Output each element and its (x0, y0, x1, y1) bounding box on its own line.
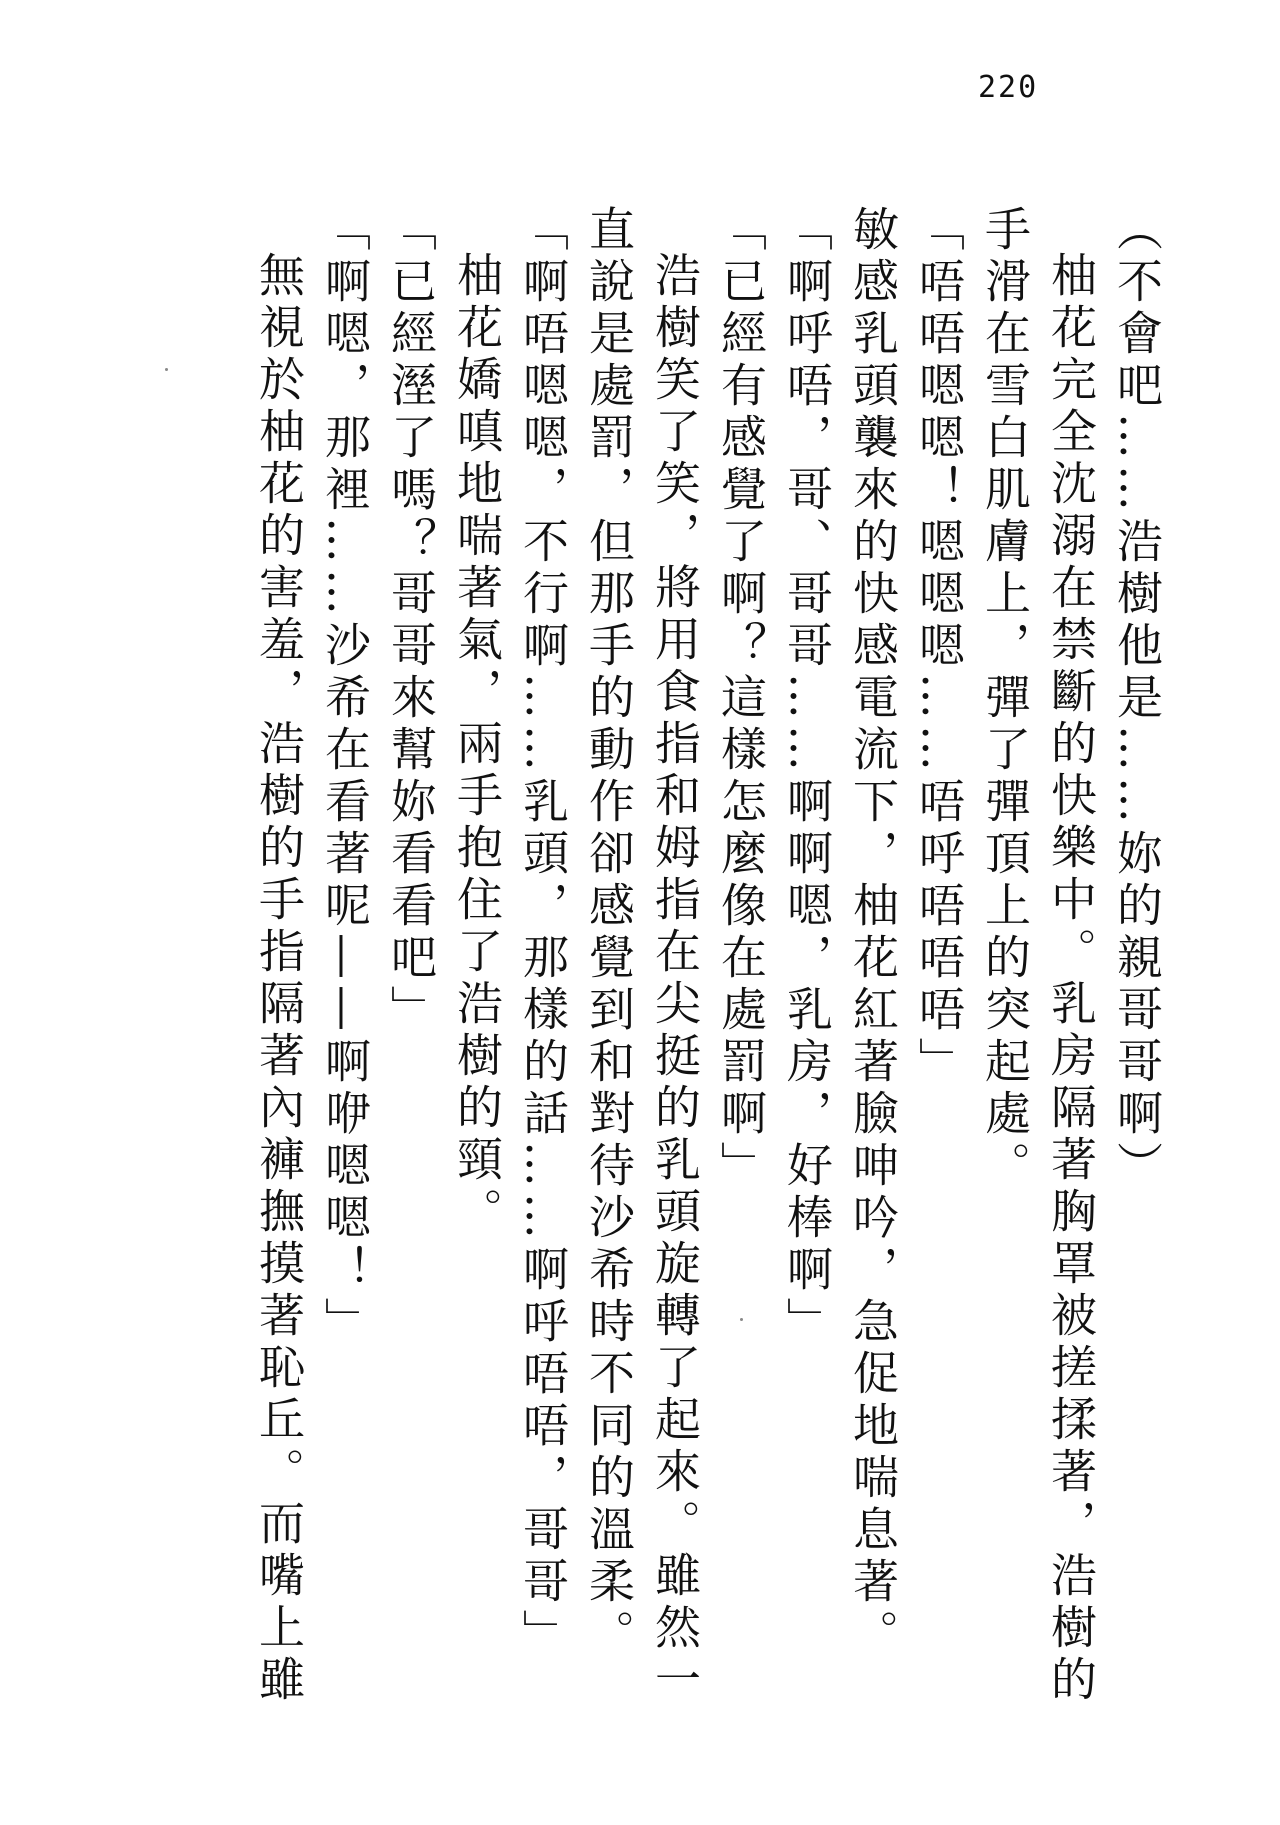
vertical-text-body (246, 205, 1170, 1707)
text-column-dialogue: 「已經溼了嗎？哥哥來幫妳看看吧」 (384, 205, 438, 1037)
page-number: 220 (978, 70, 1039, 105)
text-column-dialogue: 「啊呼唔，哥、哥哥……啊啊嗯，乳房，好棒啊」 (780, 205, 834, 1349)
text-column: 柚花完全沈溺在禁斷的快樂中。乳房隔著胸罩被搓揉著，浩樹的 (1044, 251, 1098, 1707)
text-column: 無視於柚花的害羞，浩樹的手指隔著內褲撫摸著恥丘。而嘴上雖 (252, 251, 306, 1707)
text-column: 柚花嬌嗔地喘著氣，兩手抱住了浩樹的頸。 (450, 251, 504, 1239)
text-column: 浩樹笑了笑，將用食指和姆指在尖挺的乳頭旋轉了起來。雖然一 (648, 251, 702, 1707)
text-column-dialogue: 「啊唔嗯嗯，不行啊……乳頭，那樣的話……啊呼唔唔，哥哥」 (516, 205, 570, 1661)
text-column-thought: （不會吧……浩樹他是……妳的親哥哥啊） (1110, 205, 1164, 1193)
scan-speck (740, 1318, 743, 1321)
text-column-dialogue: 「啊嗯，那裡……沙希在看著呢——啊咿嗯嗯！」 (318, 205, 372, 1349)
scan-speck (165, 368, 168, 371)
text-column-dialogue: 「已經有感覺了啊？這樣怎麼像在處罰啊」 (714, 205, 768, 1193)
text-column-dialogue: 「唔唔嗯嗯！嗯嗯嗯……唔呼唔唔唔」 (912, 205, 966, 1089)
text-column: 敏感乳頭襲來的快感電流下，柚花紅著臉呻吟，急促地喘息著。 (846, 205, 900, 1661)
text-column: 直說是處罰，但那手的動作卻感覺到和對待沙希時不同的溫柔。 (582, 205, 636, 1661)
text-column: 手滑在雪白肌膚上，彈了彈頂上的突起處。 (978, 205, 1032, 1193)
